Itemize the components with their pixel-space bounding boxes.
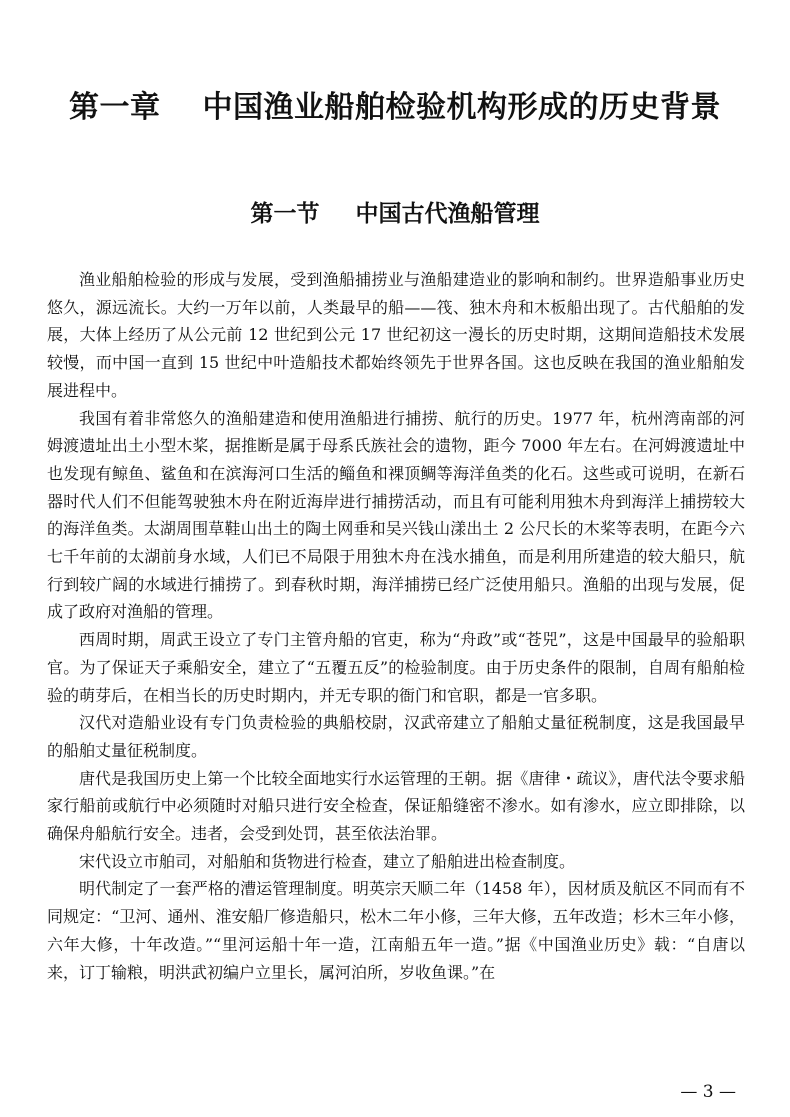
paragraph: 明代制定了一套严格的漕运管理制度。明英宗天顺二年（1458 年），因材质及航区不同而有不同规定：“卫河、通州、淮安船厂修造船只，松木二年小修，三年大修，五年改造；杉木三年小修，六年大修，十年改造。”“里河运船十年一造，江南船五年一造。”据《中国渔业历史》载：“自唐以来，订丁输粮，明洪武初编户立里长，属河泊所，岁收鱼课。”在	[47, 879, 745, 982]
section-heading	[0, 198, 790, 230]
section-number: 第一节	[250, 201, 320, 227]
body-text	[47, 266, 745, 986]
paragraph: 我国有着非常悠久的渔船建造和使用渔船进行捕捞、航行的历史。1977 年，杭州湾南部的河姆渡遗址出土小型木桨，据推断是属于母系氏族社会的遗物，距今 7000 年左右。在河姆渡遗址中也发现有鲸鱼、鲨鱼和在滨海河口生活的鲻鱼和裸顶鲷等海洋鱼类的化石。这些或可说明，在新石器时代人们不但能驾驶独木舟在附近海岸进行捕捞活动，而且有可能利用独木舟到海洋上捕捞较大的海洋鱼类。太湖周围草鞋山出土的陶土网垂和吴兴钱山漾出土 2 公尺长的木桨等表明，在距今六七千年前的太湖前身水域，人们已不局限于用独木舟在浅水捕鱼，而是利用所建造的较大船只，航行到较广阔的水域进行捕捞了。到春秋时期，海洋捕捞已经广泛使用船只。渔船的出现与发展，促成了政府对渔船的管理。	[47, 408, 745, 622]
page-number: — 3 —	[680, 1082, 736, 1102]
paragraph: 唐代是我国历史上第一个比较全面地实行水运管理的王朝。据《唐律・疏议》，唐代法令要求船家行船前或航行中必须随时对船只进行安全检查，保证船缝密不渗水。如有渗水，应立即排除，以确保舟船航行安全。违者，会受到处罚，甚至依法治罪。	[47, 768, 745, 844]
chapter-number: 第一章	[69, 90, 161, 125]
section-title: 中国古代渔船管理	[355, 201, 540, 227]
paragraph: 西周时期，周武王设立了专门主管舟船的官吏，称为“舟政”或“苍兕”，这是中国最早的验船职官。为了保证天子乘船安全，建立了“五覆五反”的检验制度。由于历史条件的限制，自周有船舶检验的萌芽后，在相当长的历史时期内，并无专职的衙门和官职，都是一官多职。	[47, 630, 745, 705]
paragraph: 渔业船舶检验的形成与发展，受到渔船捕捞业与渔船建造业的影响和制约。世界造船事业历史悠久，源远流长。大约一万年以前，人类最早的船——筏、独木舟和木板船出现了。古代船舶的发展，大体上经历了从公元前 12 世纪到公元 17 世纪初这一漫长的历史时期，这期间造船技术发展较慢，而中国一直到 15 世纪中叶造船技术都始终领先于世界各国。这也反映在我国的渔业船舶发展进程中。	[47, 270, 745, 400]
chapter-title: 中国渔业船舶检验机构形成的历史背景	[202, 90, 721, 125]
paragraph: 宋代设立市舶司，对船舶和货物进行检查，建立了船舶进出检查制度。	[79, 851, 576, 871]
paragraph: 汉代对造船业设有专门负责检验的典船校尉，汉武帝建立了船舶丈量征税制度，这是我国最早的船舶丈量征税制度。	[47, 713, 745, 760]
chapter-heading	[0, 88, 790, 128]
